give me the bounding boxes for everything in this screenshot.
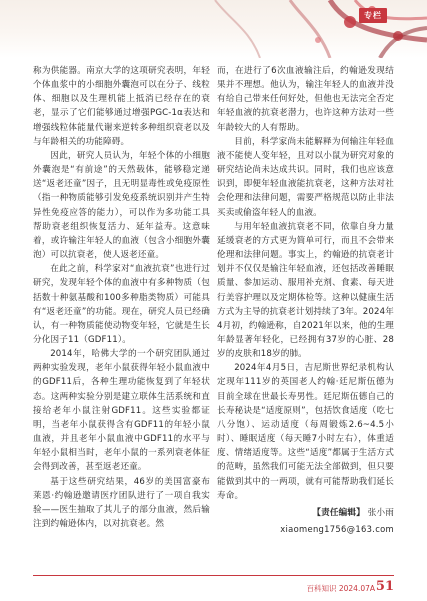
paragraph: 目前，科学家尚未能解释为何输注年轻血液不能使人变年轻，且对以小鼠为研究对象的研究结论尚未达成共识。同时，我们也应该意识到，即便年轻血液能抗衰老，这种方法对社会伦理和法律问题，需要严格规范以防止非法买卖或偷盗年轻人的血液。 (217, 136, 394, 218)
paragraph: 基于这些研究结果，46岁的美国富豪布莱恩·约翰逊邀请医疗团队进行了一项自我实验——医生抽取了其儿子的部分血液，然后输注到约翰逊体内，以对抗衰老。然 (33, 476, 210, 529)
paragraph: 在此之前，科学家对“血液抗衰”也进行过研究，发现年轻个体的血液中有多种物质（包括数十种氨基酸和100多种脂类物质）可能具有“返老还童”的功能。现在，研究人员已经确认，有一种物质能使动物变年轻，它就是生长分化因子11（GDF11）。 (33, 264, 210, 345)
paragraph: 称为供能器。南京大学的这项研究表明，年轻个体血浆中的小细胞外囊泡可以在分子、线粒体、细胞以及生理机能上抵消已经存在的衰老，显示了它们能够通过增强PGC-1α表达和增强线粒体能量代谢来逆转多种组织衰老以及与年龄相关的功能障碍。 (33, 66, 210, 147)
left-column (33, 64, 210, 531)
paragraph: 2014年，哈佛大学的一个研究团队通过两种实验发现，老年小鼠获得年轻小鼠血液中的GDF11后，各种生理功能恢复到了年轻状态。这两种实验分别是建立联体生活系统和直接给老年小鼠注射GDF11。这些实验都证明，当老年小鼠获得含有GDF11的年轻小鼠血液，并且老年小鼠血液中GDF11的水平与年轻小鼠相当时，老年小鼠的一系列衰老体征会得到改善，甚至返老还童。 (33, 349, 210, 473)
paragraph: 与用年轻血液抗衰老不同，依靠自身力量延缓衰老的方式更为简单可行，而且不会带来伦理和法律问题。事实上，约翰逊的抗衰老计划并不仅仅是输注年轻血液，还包括改善睡眠质量、参加运动、服用补充剂、食素、每天进行美容护理以及定期体检等。这种以健康生活方式为主导的抗衰老计划持续了3年。2024年4月初，约翰逊称，自2021年以来，他的生理年龄显著年轻化，已经拥有37岁的心脏、28岁的皮肤和18岁的肺。 (217, 221, 394, 360)
paragraph: 因此，研究人员认为，年轻个体的小细胞外囊泡是“有前途”的天然载体，能够稳定递送“返老还童”因子，且无明显毒性或免疫原性（指一种物质能够引发免疫系统识别并产生特异性免疫应答的能力），可以作为多功能工具帮助衰老组织恢复活力、延年益寿。这意味着，或许输注年轻人的血液（包含小细胞外囊泡）可以抗衰老，使人返老还童。 (33, 150, 210, 261)
paragraph: 而，在进行了6次血液输注后，约翰逊发现结果并不理想。他认为，输注年轻人的血液并没有给自己带来任何好处，但他也无法完全否定年轻血液的抗衰老潜力，也许这种方法对一些年龄较大的人有帮助。 (217, 66, 394, 133)
editor-name: 张小雨 (367, 507, 394, 518)
page-number: 51 (375, 579, 394, 594)
editor-email: xiaomeng1756@163.com (280, 524, 394, 534)
paragraph: 2024年4月5日，吉尼斯世界纪录机构认定现年111岁的英国老人约翰·廷尼斯伍德为目前全球在世最长寿男性。廷尼斯伍德自己的长寿秘诀是“适度原则”，包括饮食适度（吃七八分饱）、运动适度（每周锻炼2.6~4.5小时）、睡眠适度（每天睡7小时左右），体重适度、情绪适度等。这些“适度”都属于生活方式的范畴，虽然我们可能无法全部做到，但只要能做到其中的一两项，就有可能帮助我们延长寿命。 (217, 363, 394, 501)
header-banner (0, 0, 427, 58)
right-column (217, 64, 394, 536)
editor-label: 【责任编辑】 (312, 507, 365, 518)
footer-divider (33, 575, 394, 576)
section-tag: 专栏 (359, 8, 387, 23)
editor-credit (217, 506, 394, 520)
page-footer (0, 571, 427, 601)
magazine-issue: 百科知识 2024.07A (306, 584, 375, 593)
